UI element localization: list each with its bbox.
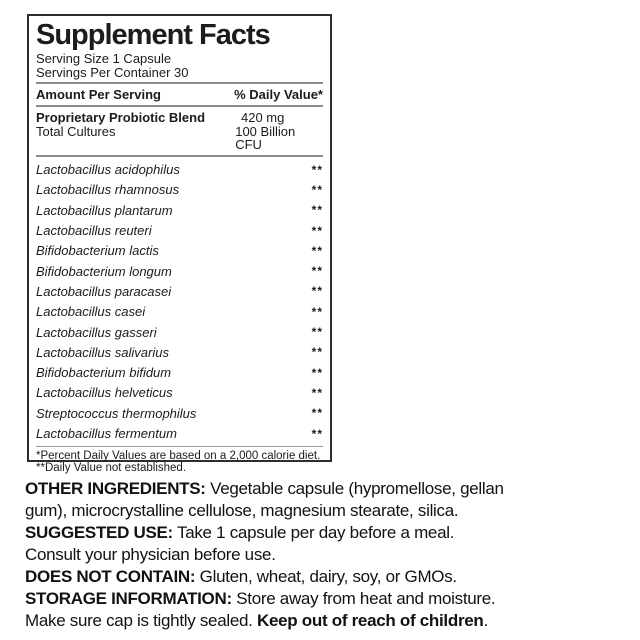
strain-name: Lactobacillus paracasei [36, 283, 172, 299]
probiotic-row [36, 403, 323, 423]
info-body-text: Gluten, wheat, dairy, soy, or GMOs. [195, 567, 457, 586]
supplement-facts-panel [27, 14, 332, 475]
probiotic-row [36, 281, 323, 301]
info-heading-text: Keep out of reach of children [257, 611, 484, 630]
probiotic-row [36, 220, 323, 240]
daily-value-asterisks: ** [311, 223, 323, 238]
total-cultures-row [36, 125, 323, 152]
daily-value-asterisks: ** [311, 284, 323, 299]
strain-name: Lactobacillus fermentum [36, 426, 177, 441]
info-line [25, 544, 631, 566]
strain-name: Lactobacillus reuteri [36, 223, 152, 239]
daily-value-asterisks: ** [311, 243, 323, 258]
daily-value-asterisks: ** [311, 385, 323, 400]
total-cultures-amount: 100 Billion CFU [235, 123, 296, 152]
info-line [25, 588, 631, 610]
daily-value-asterisks: ** [311, 426, 323, 441]
daily-value-asterisks: ** [311, 264, 323, 279]
serving-size: Serving Size 1 Capsule [36, 51, 172, 66]
probiotic-row [36, 322, 323, 342]
probiotic-row [36, 383, 323, 403]
strain-name: Lactobacillus plantarum [36, 202, 173, 218]
info-line [25, 500, 631, 522]
strain-name: Lactobacillus casei [36, 304, 146, 320]
column-header-row [36, 88, 323, 102]
daily-value-asterisks: ** [311, 406, 323, 421]
info-line [25, 566, 631, 588]
panel-title: Supplement Facts [36, 19, 270, 51]
probiotic-row [36, 160, 323, 180]
strain-name: Streptococcus thermophilus [36, 405, 197, 421]
strain-name: Lactobacillus rhamnosus [36, 182, 180, 198]
info-body-text: Store away from heat and moisture. [231, 589, 496, 608]
info-body-text: Vegetable capsule (hypromellose, gellan [205, 479, 504, 498]
probiotic-row [36, 180, 323, 200]
footnote-dv-not-established: **Daily Value not established. [36, 462, 187, 475]
strain-name: Lactobacillus gasseri [36, 324, 157, 340]
divider-rule [36, 105, 323, 107]
footnote-daily-values: *Percent Daily Values are based on a 2,000 calorie diet. [36, 449, 321, 462]
probiotic-row [36, 423, 323, 443]
footnote-divider-rule [36, 446, 323, 447]
probiotic-row [36, 261, 323, 281]
info-body-text: Take 1 capsule per day before a meal. [172, 523, 455, 542]
info-paragraphs [25, 478, 631, 632]
amount-per-serving-header: Amount Per Serving [36, 87, 161, 102]
total-cultures-label: Total Cultures [36, 123, 116, 139]
info-body-text: gum), microcrystalline cellulose, magnesium stearate, silica. [25, 501, 459, 520]
blend-name: Proprietary Probiotic Blend [36, 110, 206, 125]
daily-value-asterisks: ** [311, 182, 323, 197]
info-body-text: Make sure cap is tightly sealed. [25, 611, 257, 630]
daily-value-header: % Daily Value* [234, 87, 323, 102]
info-line [25, 610, 631, 632]
probiotic-row [36, 200, 323, 220]
blend-amount: 420 mg [241, 110, 285, 125]
info-heading-text: SUGGESTED USE: [25, 523, 173, 542]
strain-name: Bifidobacterium longum [36, 263, 172, 279]
strain-name: Lactobacillus acidophilus [36, 162, 180, 178]
strain-name: Bifidobacterium lactis [36, 243, 159, 259]
daily-value-asterisks: ** [311, 365, 323, 380]
info-line [25, 522, 631, 544]
daily-value-asterisks: ** [311, 345, 323, 360]
strain-name: Lactobacillus salivarius [36, 344, 169, 360]
info-heading-text: DOES NOT CONTAIN: [25, 567, 196, 586]
strain-name: Bifidobacterium bifidum [36, 365, 172, 381]
probiotic-row [36, 342, 323, 362]
blend-row [36, 111, 323, 125]
divider-rule [36, 155, 323, 157]
probiotic-list [36, 160, 323, 444]
daily-value-asterisks: ** [311, 162, 323, 177]
info-heading-text: OTHER INGREDIENTS: [25, 479, 206, 498]
divider-rule [36, 82, 323, 84]
probiotic-row [36, 302, 323, 322]
probiotic-row [36, 362, 323, 382]
info-body-text: . [483, 611, 488, 630]
info-heading-text: STORAGE INFORMATION: [25, 589, 232, 608]
servings-per-container: Servings Per Container 30 [36, 64, 189, 80]
daily-value-asterisks: ** [311, 203, 323, 218]
daily-value-asterisks: ** [311, 325, 323, 340]
probiotic-row [36, 241, 323, 261]
info-body-text: Consult your physician before use. [25, 545, 276, 564]
daily-value-asterisks: ** [311, 304, 323, 319]
info-line [25, 478, 631, 500]
strain-name: Lactobacillus helveticus [36, 385, 173, 401]
